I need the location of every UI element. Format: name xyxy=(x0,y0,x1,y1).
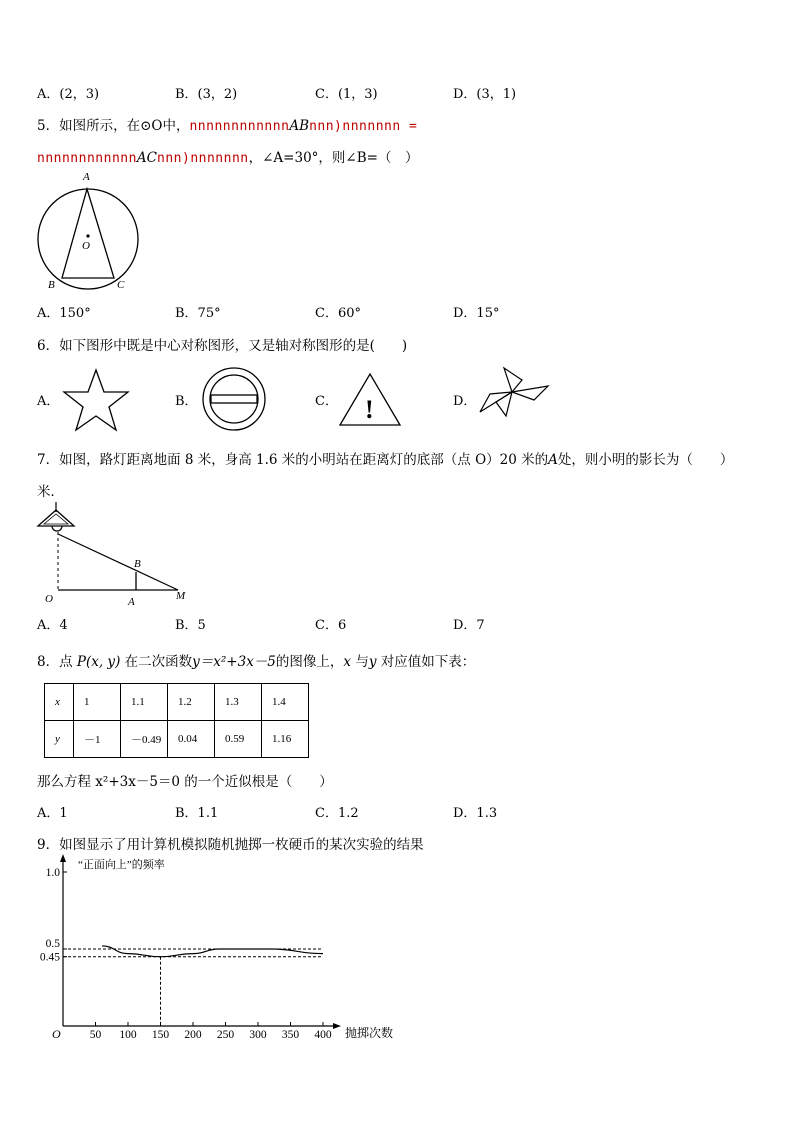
x-tick-label: 100 xyxy=(119,1029,137,1041)
circle-bar-figure xyxy=(199,366,269,432)
x-tick-label: 200 xyxy=(184,1029,202,1041)
q9-stem: 9．如图显示了用计算机模拟随机抛掷一枚硬币的某次实验的结果 xyxy=(37,837,424,853)
x-tick-label: 250 xyxy=(216,1029,235,1041)
q5-garbled-1: nnnnnnnnnnnn xyxy=(189,119,290,134)
table-cell: 1.4 xyxy=(262,684,309,721)
x-tick-label: 150 xyxy=(151,1029,170,1041)
pinwheel-figure xyxy=(476,366,552,418)
triangle-abc xyxy=(62,189,114,278)
q5-circle-figure xyxy=(30,168,150,292)
q7-stem-line2: 米． xyxy=(37,484,64,500)
center-point xyxy=(86,234,89,237)
y-axis-arrow xyxy=(60,854,66,862)
q5-arc-ab: AB xyxy=(289,118,310,134)
y-tick-label: 0.45 xyxy=(39,951,60,964)
q5-stem-line2 xyxy=(37,146,418,166)
q6-label-a: A． xyxy=(37,394,60,409)
q5-number: 5． xyxy=(37,118,60,134)
frequency-series-line xyxy=(102,946,323,957)
x-axis-title: 抛掷次数 xyxy=(345,1026,394,1040)
q7-stem-part2: 处，则小明的影长为（ ） xyxy=(557,452,734,468)
table-cell: 0.59 xyxy=(215,721,262,758)
q7-option-a: A．4 xyxy=(37,618,68,633)
q8-option-c: C．1.2 xyxy=(315,806,359,821)
q8-stem xyxy=(37,650,475,670)
q5-garbled-2: nnnnnnnnnnnn xyxy=(37,151,137,166)
table-cell: 0.04 xyxy=(168,721,215,758)
table-cell: －0.49 xyxy=(121,721,168,758)
q8-option-b: B．1.1 xyxy=(175,806,219,821)
q7-lamp-figure xyxy=(30,500,200,608)
y-tick-label: 0.5 xyxy=(45,938,60,950)
q8-follow: 那么方程 x²+3x－5＝0 的一个近似根是（ ） xyxy=(37,774,333,790)
table-row-y xyxy=(45,721,309,758)
table-cell: 1 xyxy=(74,684,121,721)
q6-stem: 6．如下图形中既是中心对称图形，又是轴对称图形的是( ) xyxy=(37,338,408,354)
q5-stem-line1 xyxy=(37,114,417,134)
x-tick-label: 350 xyxy=(281,1029,300,1041)
q5-option-a: A．150° xyxy=(37,306,91,321)
y-tick-label: 1.0 xyxy=(45,867,60,879)
label-b: B xyxy=(48,279,55,291)
x-tick-label: 300 xyxy=(249,1029,267,1041)
exclamation-icon: ! xyxy=(365,395,374,424)
warning-triangle-figure xyxy=(338,372,404,428)
lamp-shade xyxy=(38,510,74,526)
q4-option-b: B．(3，2) xyxy=(175,87,238,102)
q6-label-d: D． xyxy=(453,394,477,409)
q7-point-a: A xyxy=(548,452,558,468)
q8-option-d: D．1.3 xyxy=(453,806,498,821)
q8-value-table xyxy=(44,683,309,758)
q8-point-p: P(x, y) xyxy=(76,654,121,670)
q5-lead: 如图所示，在⊙O中， xyxy=(59,118,190,134)
table-header-x: x xyxy=(45,684,74,721)
q8-and: 与 xyxy=(355,654,369,670)
q5-option-d: D．15° xyxy=(453,306,500,321)
label-a: A xyxy=(83,171,90,183)
star-figure xyxy=(61,368,131,432)
q8-number: 8．点 xyxy=(37,654,73,670)
q7-option-d: D．7 xyxy=(453,618,485,633)
x-axis-arrow xyxy=(333,1023,341,1029)
q7-stem-line1 xyxy=(37,448,733,468)
q7-option-b: B．5 xyxy=(175,618,206,633)
q5-arc-ac: AC xyxy=(136,150,158,166)
label-c: C xyxy=(117,279,125,291)
lamp-bulb xyxy=(52,526,62,531)
q7-option-c: C．6 xyxy=(315,618,347,633)
q5-tail: ，∠A=30°，则∠B=（ ） xyxy=(248,150,419,166)
table-header-y: y xyxy=(45,721,74,758)
x-tick-label: 400 xyxy=(314,1029,332,1041)
table-cell: －1 xyxy=(74,721,121,758)
table-cell: 1.3 xyxy=(215,684,262,721)
q8-function: y＝x²+3x－5 xyxy=(192,654,276,670)
q8-option-a: A．1 xyxy=(37,806,68,821)
q5-garbled-1b: nnn)nnnnnnn = xyxy=(309,119,418,134)
table-row-x xyxy=(45,684,309,721)
q5-garbled-2b: nnn)nnnnnnn xyxy=(157,151,249,166)
q6-label-c: C． xyxy=(315,394,338,409)
q4-option-d: D．(3，1) xyxy=(453,87,517,102)
label-m: M xyxy=(176,590,186,602)
table-cell: 1.2 xyxy=(168,684,215,721)
q6-label-b: B． xyxy=(175,394,198,409)
label-o: O xyxy=(82,240,90,252)
x-tick-label: 50 xyxy=(89,1029,102,1041)
q8-end: 对应值如下表： xyxy=(380,654,476,670)
q4-option-a: A．(2，3) xyxy=(37,87,100,102)
y-axis-title: “正面向上”的频率 xyxy=(78,859,165,871)
q5-option-c: C．60° xyxy=(315,306,361,321)
q8-y: y xyxy=(368,654,377,670)
q8-mid: 在二次函数 xyxy=(124,654,193,670)
label-o: O xyxy=(45,593,53,605)
q4-option-c: C．(1，3) xyxy=(315,87,378,102)
table-cell: 1.1 xyxy=(121,684,168,721)
label-a: A xyxy=(128,596,135,608)
table-cell: 1.16 xyxy=(262,721,309,758)
q8-x: x xyxy=(343,654,352,670)
label-b: B xyxy=(134,558,141,570)
q7-stem-part1: 7．如图，路灯距离地面 8 米，身高 1.6 米的小明站在距离灯的底部（点 O）20 米的 xyxy=(37,452,549,468)
circle-o xyxy=(38,189,138,289)
origin-label: O xyxy=(52,1027,61,1041)
q8-after: 的图像上， xyxy=(275,654,344,670)
q5-option-b: B．75° xyxy=(175,306,221,321)
frequency-chart xyxy=(30,852,410,1047)
